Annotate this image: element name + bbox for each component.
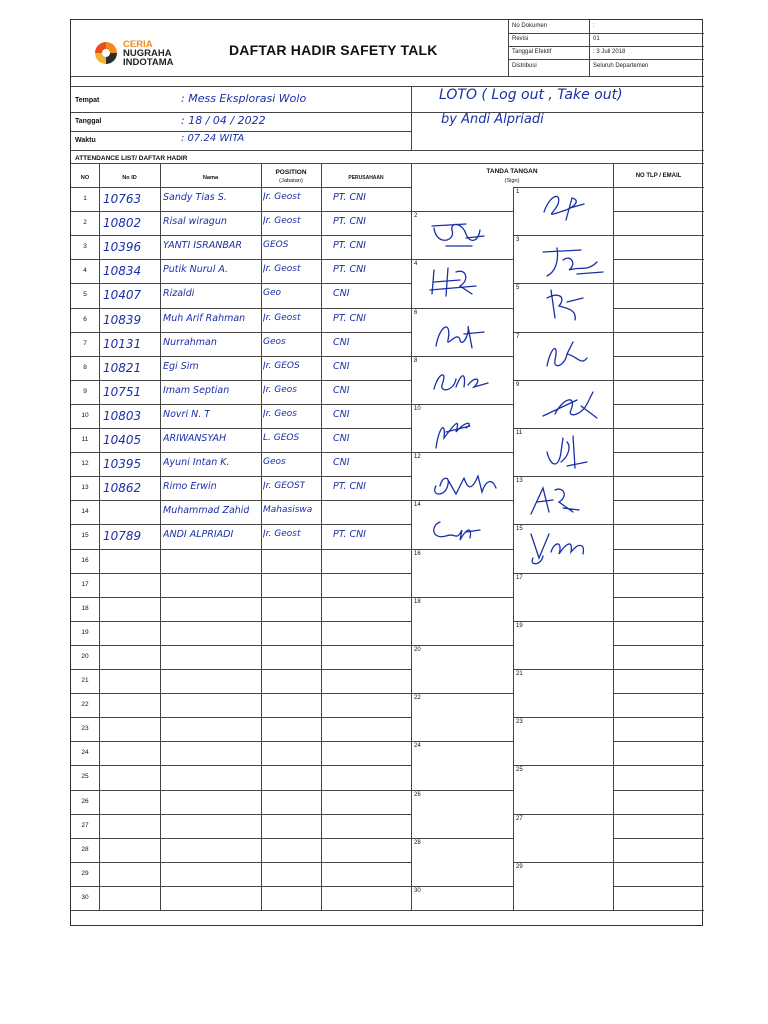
sign-slot-number: 18 (414, 598, 421, 605)
tanggal-efektif-value: : 3 Juli 2018 (593, 49, 626, 55)
row-perusahaan: PT. CNI (333, 264, 366, 276)
row-nama: YANTI ISRANBAR (163, 240, 242, 252)
row-posisi: Jr. Geost (263, 216, 301, 227)
sign-slot-number: 24 (414, 743, 421, 750)
signature-5 (537, 286, 587, 322)
col-header-perusahaan: PERUSAHAAN (348, 175, 384, 181)
row-posisi: Jr. GEOS (263, 360, 300, 371)
sign-slot-number: 2 (414, 213, 418, 220)
company-logo-icon (93, 40, 119, 66)
row-id: 10803 (103, 408, 142, 423)
sign-slot-number: 8 (414, 357, 418, 364)
row-nama: Imam Septian (163, 384, 230, 396)
row-no: 24 (81, 749, 89, 757)
row-posisi: GEOS (263, 240, 289, 251)
row-perusahaan: CNI (333, 384, 350, 396)
sign-slot-number: 26 (414, 791, 421, 798)
signature-11 (537, 432, 593, 474)
tempat-value: : Mess Eksplorasi Wolo (181, 92, 307, 105)
sign-slot-number: 15 (516, 526, 523, 533)
row-id: 10802 (103, 216, 142, 231)
signature-4 (426, 264, 481, 300)
document-title: DAFTAR HADIR SAFETY TALK (229, 42, 438, 58)
waktu-label: Waktu (75, 137, 96, 144)
row-id: 10405 (103, 433, 142, 447)
sign-slot-number: 28 (414, 839, 421, 846)
tempat-label: Tempat (75, 97, 100, 104)
distribusi-label: Distribusi (512, 63, 537, 69)
tanggal-label: Tanggal (75, 118, 102, 125)
row-nama: Putik Nurul A. (163, 264, 229, 276)
col-header-sign-sub: (Sign) (504, 178, 520, 184)
row-nama: Ayuni Intan K. (163, 457, 230, 469)
row-posisi: Jr. Geost (263, 264, 301, 275)
row-posisi: Jr. Geost (263, 312, 301, 323)
attendance-form (70, 19, 703, 926)
row-perusahaan: PT. CNI (333, 312, 366, 324)
col-header-no: NO (80, 175, 90, 181)
row-id: 10763 (103, 192, 142, 206)
row-id: 10751 (103, 384, 142, 399)
company-line1: CERIA (123, 39, 153, 50)
row-no: 13 (81, 484, 89, 492)
row-perusahaan: PT. CNI (333, 192, 366, 203)
row-id: 10131 (103, 336, 142, 351)
signature-1 (536, 190, 586, 222)
signature-14 (426, 512, 482, 544)
sign-slot-number: 1 (516, 189, 520, 195)
sign-slot-number: 23 (516, 719, 523, 726)
sign-slot-number: 25 (516, 767, 523, 774)
signature-8 (426, 365, 492, 395)
row-no: 19 (81, 628, 89, 636)
signature-13 (523, 482, 583, 518)
row-no: 15 (81, 532, 89, 540)
sign-slot-number: 12 (414, 454, 421, 461)
tanggal-value: : 18 / 04 / 2022 (181, 114, 266, 127)
row-no: 1 (83, 195, 87, 202)
col-header-position-sub: (Jabatan) (279, 178, 303, 184)
tanggal-efektif-label: Tanggal Efektif (512, 49, 552, 55)
sign-slot-number: 17 (516, 574, 523, 581)
row-no: 14 (81, 508, 89, 516)
company-name (123, 40, 173, 67)
row-perusahaan: CNI (333, 336, 350, 348)
row-id: 10395 (103, 457, 142, 472)
row-no: 23 (81, 725, 89, 733)
signature-10 (426, 412, 478, 452)
row-no: 26 (81, 797, 89, 805)
row-no: 12 (81, 460, 89, 468)
col-header-no-tlp: NO TLP / EMAIL (635, 173, 682, 179)
col-header-nama: Nama (202, 175, 219, 181)
row-no: 9 (83, 387, 87, 395)
row-perusahaan: CNI (333, 408, 350, 420)
row-perusahaan: PT. CNI (333, 240, 366, 252)
row-posisi: Jr. Geos (263, 384, 297, 395)
row-no: 20 (81, 652, 89, 660)
row-no: 21 (81, 677, 89, 684)
sign-slot-number: 11 (516, 430, 523, 436)
sign-slot-number: 3 (516, 237, 520, 244)
row-id: 10839 (103, 312, 142, 327)
row-nama: Sandy Tias S. (163, 192, 227, 203)
company-line2: NUGRAHA (123, 48, 172, 59)
sign-slot-number: 19 (516, 622, 523, 629)
row-no: 25 (81, 773, 89, 781)
presenter: by Andi Alpriadi (441, 112, 544, 127)
row-nama: Egi Sim (163, 360, 199, 372)
signature-7 (537, 336, 597, 376)
company-line3: INDOTAMA (123, 57, 174, 68)
row-no: 22 (81, 701, 89, 709)
row-no: 3 (83, 243, 87, 251)
col-header-tanda-tangan: TANDA TANGAN (486, 168, 538, 175)
row-no: 4 (83, 267, 87, 275)
revisi-value: 01 (593, 36, 600, 42)
signature-9 (537, 388, 603, 422)
sign-slot-number: 16 (414, 550, 421, 557)
row-perusahaan: PT. CNI (333, 529, 366, 541)
row-no: 16 (81, 556, 89, 564)
row-posisi: Geos (263, 457, 286, 468)
signature-3 (537, 244, 607, 282)
col-header-no-id: No ID (122, 175, 137, 181)
row-id: 10789 (103, 529, 142, 544)
sign-slot-number: 5 (516, 285, 520, 292)
row-no: 8 (83, 363, 87, 371)
revisi-label: Revisi (512, 36, 529, 42)
row-posisi: Geos (263, 336, 286, 347)
row-perusahaan: PT. CNI (333, 216, 366, 228)
attendance-label: ATTENDANCE LIST/ DAFTAR HADIR (75, 155, 188, 162)
row-posisi: L. GEOS (263, 433, 300, 443)
sign-slot-number: 27 (516, 815, 523, 822)
row-id: 10396 (103, 240, 142, 255)
no-dokumen-value: : (593, 23, 595, 29)
row-no: 29 (81, 869, 89, 877)
no-dokumen-label: No Dokumen (512, 23, 548, 29)
sign-slot-number: 14 (414, 502, 421, 509)
row-posisi: Mahasiswa (263, 505, 313, 516)
row-no: 10 (81, 411, 89, 419)
row-id: 10821 (103, 360, 142, 375)
sign-slot-number: 9 (516, 381, 520, 388)
row-no: 7 (83, 339, 87, 347)
row-nama: ANDI ALPRIADI (163, 529, 234, 541)
row-no: 28 (81, 845, 89, 853)
sign-slot-number: 20 (414, 646, 421, 653)
row-posisi: Jr. Geos (263, 408, 297, 419)
safety-topic: LOTO ( Log out , Take out) (439, 87, 623, 103)
row-no: 2 (83, 219, 87, 227)
row-nama: Rizaldi (163, 288, 195, 300)
row-posisi: Jr. GEOST (263, 481, 306, 492)
row-no: 11 (81, 436, 89, 443)
row-no: 30 (81, 893, 89, 901)
row-perusahaan: CNI (333, 288, 350, 300)
row-posisi: Jr. Geost (263, 529, 301, 540)
row-perusahaan: CNI (333, 360, 350, 372)
row-nama: Risal wiragun (163, 216, 227, 228)
row-no: 5 (83, 291, 87, 299)
row-no: 18 (81, 604, 89, 612)
row-nama: Muhammad Zahid (163, 505, 250, 517)
row-no: 27 (81, 821, 89, 829)
sign-slot-number: 30 (414, 887, 421, 894)
row-id: 10407 (103, 288, 142, 303)
sign-slot-number: 13 (516, 478, 523, 485)
row-no: 17 (81, 580, 89, 588)
row-perusahaan: PT. CNI (333, 481, 366, 493)
signature-2 (426, 216, 486, 250)
row-perusahaan: CNI (333, 457, 350, 469)
row-no: 6 (83, 315, 87, 323)
sign-slot-number: 7 (516, 333, 520, 340)
waktu-value: : 07.24 WITA (181, 133, 245, 144)
row-nama: ARIWANSYAH (163, 433, 227, 444)
row-nama: Muh Arif Rahman (163, 312, 246, 324)
distribusi-value: Seluruh Departemen (593, 63, 649, 69)
col-header-position: POSITION (275, 169, 307, 176)
row-posisi: Geo (263, 288, 282, 299)
sign-slot-number: 22 (414, 695, 421, 702)
sign-slot-number: 29 (516, 863, 523, 870)
signature-15 (523, 528, 591, 568)
row-posisi: Jr. Geost (263, 192, 301, 202)
row-id: 10834 (103, 264, 142, 279)
row-nama: Nurrahman (163, 336, 217, 348)
sign-slot-number: 6 (414, 309, 418, 316)
signature-12 (426, 466, 502, 502)
row-id: 10862 (103, 481, 142, 496)
sign-slot-number: 4 (414, 261, 418, 268)
sign-slot-number: 10 (414, 405, 421, 412)
row-perusahaan: CNI (333, 433, 350, 444)
sign-slot-number: 21 (516, 671, 523, 677)
row-nama: Novri N. T (163, 408, 211, 420)
signature-6 (428, 314, 488, 352)
row-nama: Rimo Erwin (163, 481, 217, 493)
